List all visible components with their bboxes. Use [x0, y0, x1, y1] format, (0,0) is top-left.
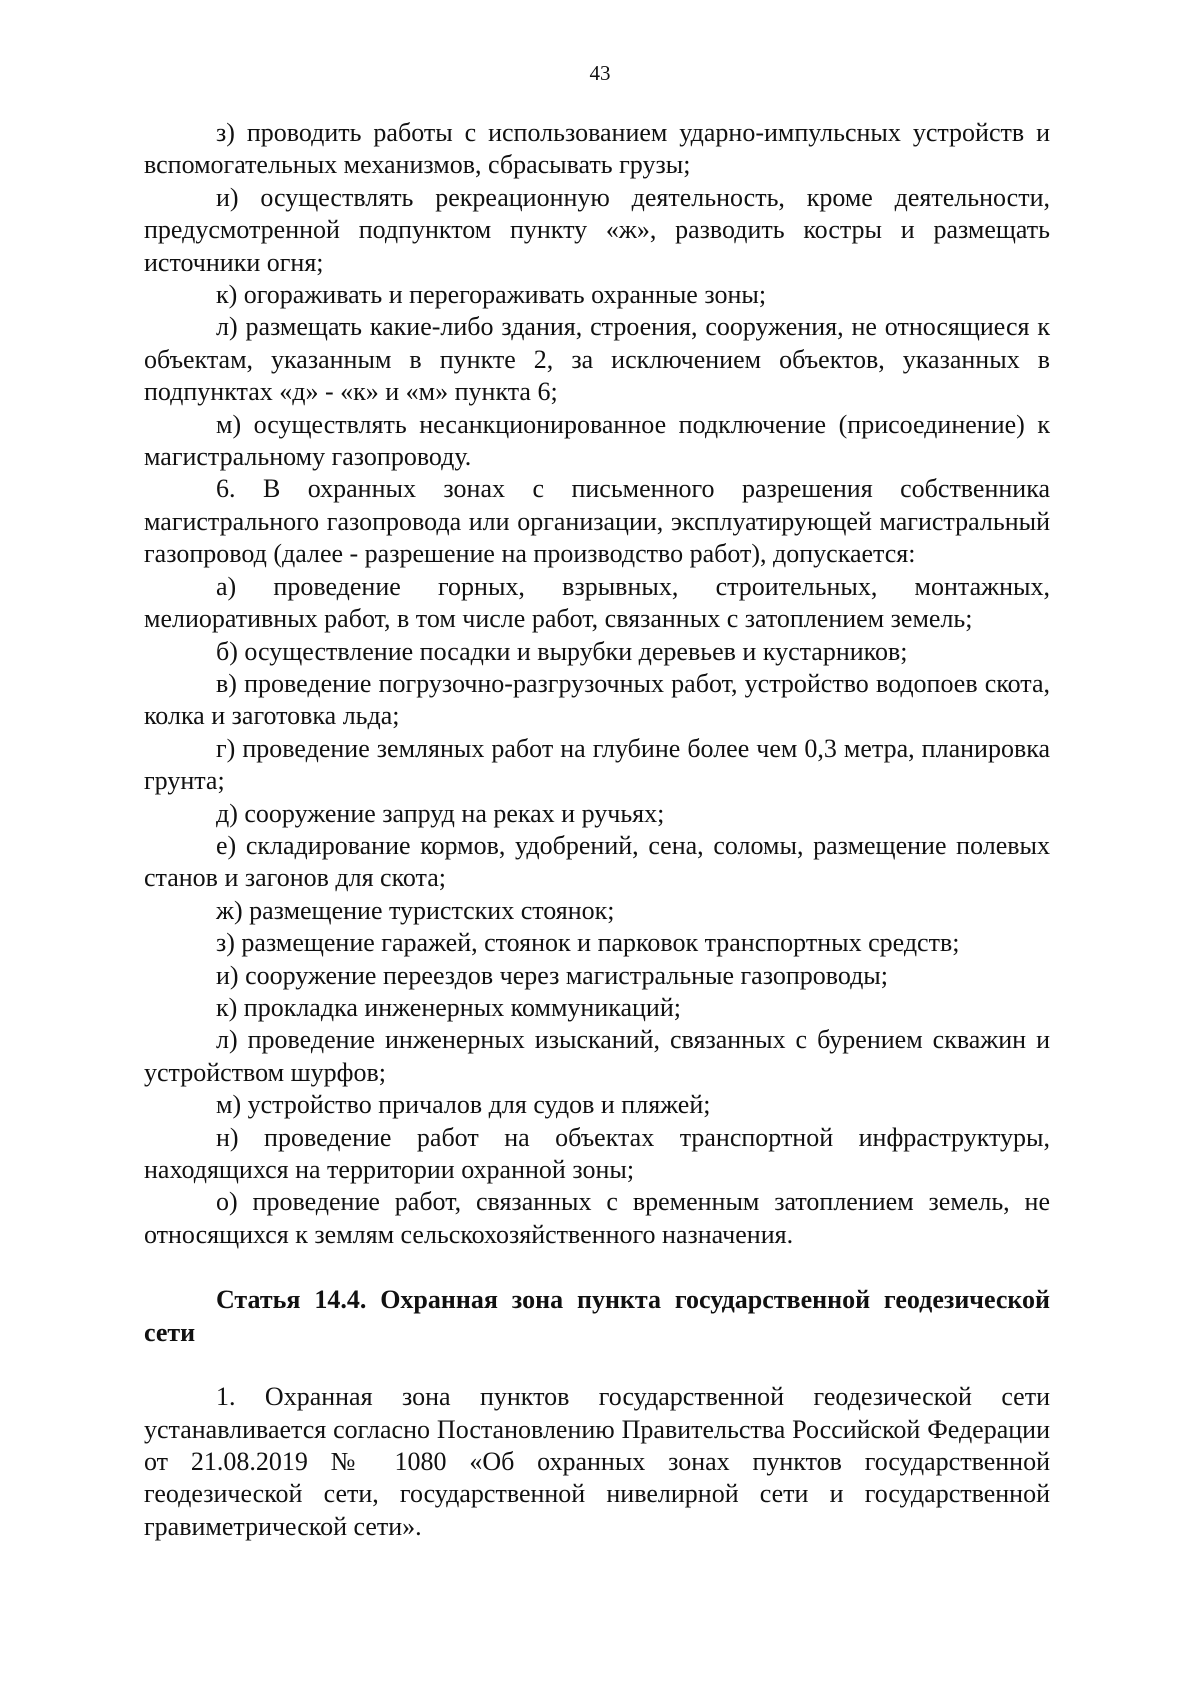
paragraph-m-prohibited: м) осуществлять несанкционированное подключение (присоединение) к магистральному газопроводу.: [144, 409, 1050, 472]
paragraph-article-14-4-item-1: 1. Охранная зона пунктов государственной геодезической сети устанавливается согласно Постановлению Правительства Российской Федерации от 21.08.2019 № 1080 «Об охранных зонах пунктов государственной геодезической сети, государственной нивелирной сети и государственной гравиметрической сети».: [144, 1382, 1050, 1541]
paragraph-g-permitted: г) проведение земляных работ на глубине более чем 0,3 метра, планировка грунта;: [144, 733, 1050, 796]
paragraph-l-permitted: л) проведение инженерных изысканий, связанных с бурением скважин и устройством шурфов;: [144, 1025, 1050, 1087]
document-body: [144, 117, 1050, 1543]
paragraph-k-permitted: к) прокладка инженерных коммуникаций;: [216, 992, 681, 1022]
paragraph-d-permitted: д) сооружение запруд на реках и ручьях;: [216, 798, 665, 828]
paragraph-o-permitted: о) проведение работ, связанных с временным затоплением земель, не относящихся к землям сельскохозяйственного назначения.: [144, 1187, 1050, 1249]
paragraph-e-permitted: е) складирование кормов, удобрений, сена, соломы, размещение полевых станов и загонов для скота;: [144, 830, 1050, 893]
paragraph-l-prohibited: л) размещать какие-либо здания, строения, сооружения, не относящиеся к объектам, указанным в пункте 2, за исключением объектов, указанных в подпунктах «д» - «к» и «м» пункта 6;: [144, 312, 1050, 407]
paragraph-n-permitted: н) проведение работ на объектах транспортной инфраструктуры, находящихся на территории охранной зоны;: [144, 1122, 1050, 1184]
paragraph-i-permitted: и) сооружение переездов через магистральные газопроводы;: [216, 960, 889, 990]
paragraph-i-prohibited: и) осуществлять рекреационную деятельность, кроме деятельности, предусмотренной подпунктом пункту «ж», разводить костры и размещать источники огня;: [144, 182, 1050, 277]
page-number: 43: [589, 61, 611, 85]
article-title: Статья 14.4. Охранная зона пункта государственной геодезической сети: [144, 1285, 1050, 1348]
paragraph-item-6: 6. В охранных зонах с письменного разрешения собственника магистрального газопровода или организации, эксплуатирующей магистральный газопровод (далее - разрешение на производство работ), допускается:: [144, 474, 1050, 569]
paragraph-k-prohibited: к) огораживать и перегораживать охранные зоны;: [216, 280, 767, 310]
paragraph-z-permitted: з) размещение гаражей, стоянок и парковок транспортных средств;: [216, 928, 960, 958]
paragraph-m-permitted: м) устройство причалов для судов и пляжей;: [216, 1090, 711, 1120]
paragraph-a-permitted: а) проведение горных, взрывных, строительных, монтажных, мелиоративных работ, в том числе работ, связанных с затоплением земель;: [144, 571, 1050, 634]
paragraph-b-permitted: б) осуществление посадки и вырубки деревьев и кустарников;: [216, 636, 908, 666]
paragraph-z-prohibited: з) проводить работы с использованием ударно-импульсных устройств и вспомогательных механизмов, сбрасывать грузы;: [144, 118, 1050, 180]
paragraph-v-permitted: в) проведение погрузочно-разгрузочных работ, устройство водопоев скота, колка и заготовка льда;: [144, 668, 1050, 731]
paragraph-zh-permitted: ж) размещение туристских стоянок;: [216, 895, 615, 925]
